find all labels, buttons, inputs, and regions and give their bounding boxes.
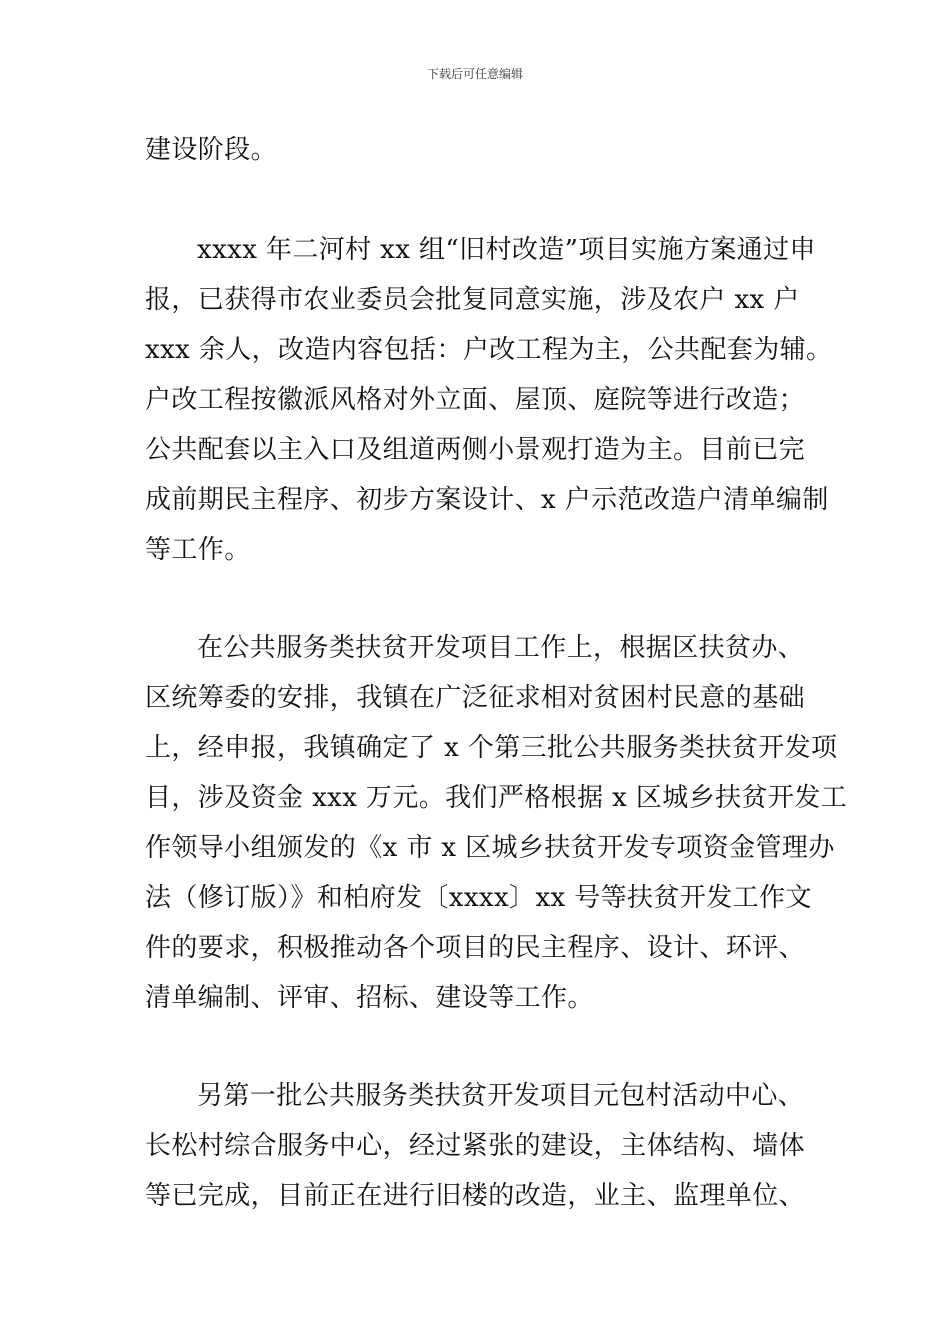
paragraph-line: 目，涉及资金 xxx 万元。我们严格根据 x 区城乡扶贫开发工 [145,783,848,813]
paragraph-line: 建设阶段。 [145,135,278,165]
paragraph-line: 另第一批公共服务类扶贫开发项目元包村活动中心、 [197,1081,805,1111]
paragraph-line: 区统筹委的安排，我镇在广泛征求相对贫困村民意的基础 [145,683,806,713]
paragraph-line: 上，经申报，我镇确定了 x 个第三批公共服务类扶贫开发项 [145,733,838,763]
paragraph-line: 成前期民主程序、初步方案设计、x 户示范改造户清单编制 [145,485,829,515]
paragraph-line: 报，已获得市农业委员会批复同意实施，涉及农户 xx 户 [145,285,800,315]
paragraph-line: 法（修订版）》和柏府发〔xxxx〕xx 号等扶贫开发工作文 [145,883,812,913]
paragraph-line: 件的要求，积极推动各个项目的民主程序、设计、环评、 [145,933,806,963]
paragraph-line: 作领导小组颁发的《x 市 x 区城乡扶贫开发专项资金管理办 [145,833,835,863]
paragraph-line: xxxx 年二河村 xx 组“旧村改造”项目实施方案通过申 [197,235,816,265]
paragraph-line: 户改工程按徽派风格对外立面、屋顶、庭院等进行改造； [145,385,806,415]
paragraph-line: 公共配套以主入口及组道两侧小景观打造为主。目前已完 [145,435,806,465]
paragraph-line: 清单编制、评审、招标、建设等工作。 [145,983,594,1013]
paragraph-line: 在公共服务类扶贫开发项目工作上，根据区扶贫办、 [197,633,805,663]
paragraph-line: 等工作。 [145,535,251,565]
paragraph-line: 长松村综合服务中心，经过紧张的建设，主体结构、墙体 [145,1131,806,1161]
paragraph-line: xxx 余人，改造内容包括：户改工程为主，公共配套为辅。 [145,335,833,365]
paragraph-line: 等已完成，目前正在进行旧楼的改造，业主、监理单位、 [145,1181,806,1211]
page-header: 下载后可任意编辑 [426,67,523,81]
